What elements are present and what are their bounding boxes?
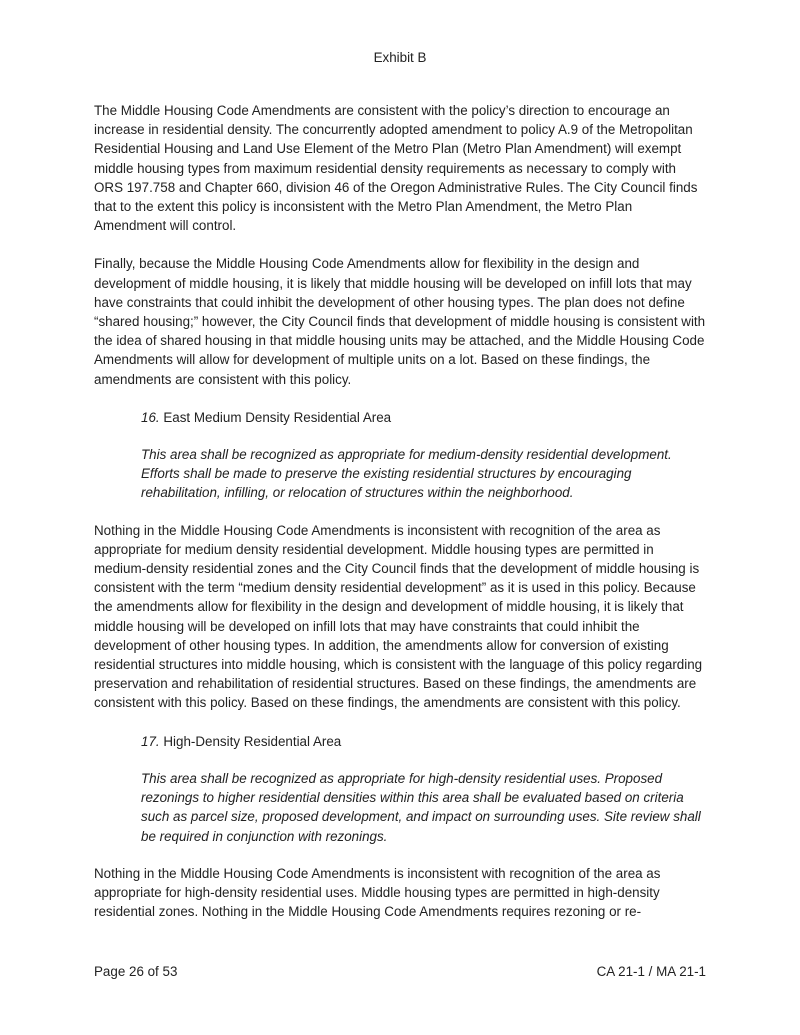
policy-17-title: High-Density Residential Area: [163, 733, 342, 749]
paragraph-density-consistency: The Middle Housing Code Amendments are consistent with the policy’s direction to encourage an increase in residential density. The concurrently adopted amendment to policy A.9 of the Metropolitan Residential Housing and Land Use Element of the Metro Plan (Metro Plan Amendment) will exempt middle housing types from maximum residential density requirements as necessary to comply with ORS 197.758 and Chapter 660, division 46 of the Oregon Administrative Rules. The City Council finds that to the extent this policy is inconsistent with the Metro Plan Amendment, the Metro Plan Amendment will control.: [94, 103, 698, 234]
policy-16-heading: [141, 408, 706, 427]
policy-17-number: 17.: [141, 733, 160, 749]
paragraph-medium-density-finding: Nothing in the Middle Housing Code Amendments is inconsistent with recognition of the area as appropriate for medium density residential development. Middle housing types are permitted in medium-density residential zones and the City Council finds that the development of middle housing is consistent with the term “medium density residential development” as it is used in this policy. Because the amendments allow for flexibility in the design and development of middle housing, it is likely that middle housing will be developed on infill lots that may have constraints that could inhibit the development of other housing types. In addition, the amendments allow for conversion of existing residential structures into middle housing, which is consistent with the language of this policy regarding preservation and rehabilitation of residential structures. Based on these findings, the amendments are consistent with this policy. Based on these findings, the amendments are consistent with this policy.: [94, 522, 703, 711]
case-number: CA 21-1 / MA 21-1: [596, 964, 706, 979]
page-header: [0, 48, 800, 67]
document-body: [94, 101, 706, 940]
page-number: Page 26 of 53: [94, 964, 178, 979]
policy-17-heading: [141, 732, 706, 751]
paragraph-shared-housing: Finally, because the Middle Housing Code Amendments allow for flexibility in the design and development of middle housing, it is likely that middle housing will be developed on infill lots that may have constraints that could inhibit the development of other housing types. The plan does not define “shared housing;” however, the City Council finds that development of middle housing is consistent with the idea of shared housing in that middle housing units may be attached, and the Middle Housing Code Amendments will allow for development of multiple units on a lot. Based on these findings, the amendments are consistent with this policy.: [94, 256, 706, 387]
policy-16-text: This area shall be recognized as appropriate for medium-density residential development. Efforts shall be made to preserve the existing residential structures by encouraging rehabilitation, infilling, or relocation of structures within the neighborhood.: [141, 447, 672, 501]
exhibit-title: Exhibit B: [373, 50, 427, 65]
paragraph-high-density-finding: Nothing in the Middle Housing Code Amendments is inconsistent with recognition of the area as appropriate for high-density residential uses. Middle housing types are permitted in high-density residential zones. Nothing in the Middle Housing Code Amendments requires rezoning or re-: [94, 865, 661, 920]
page-footer: [94, 962, 706, 981]
policy-16-title: East Medium Density Residential Area: [163, 409, 392, 425]
policy-16-number: 16.: [141, 409, 160, 425]
policy-17-text: This area shall be recognized as appropriate for high-density residential uses. Proposed rezonings to higher residential densities within this area shall be evaluated based on criteria such as parcel size, proposed development, and impact on surrounding uses. Site review shall be required in conjunction with rezonings.: [141, 770, 701, 844]
